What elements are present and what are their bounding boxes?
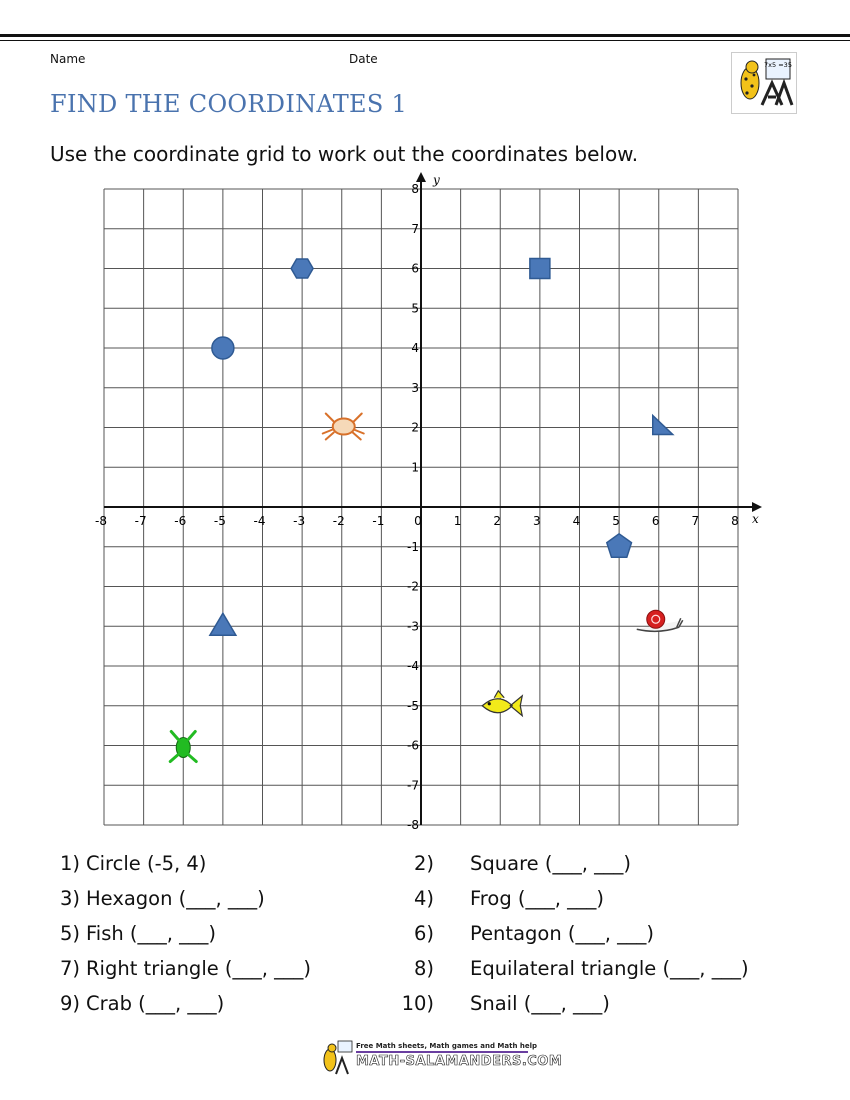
x-tick-label: -6 — [174, 514, 187, 528]
question-number: 4) — [413, 887, 434, 910]
y-tick-label: -5 — [407, 698, 419, 713]
x-tick-label: 3 — [533, 514, 541, 528]
fish-eye — [488, 702, 491, 705]
circle-marker — [212, 337, 234, 359]
question-text: Snail (___, ___) — [470, 992, 610, 1015]
hexagon-marker — [291, 259, 313, 278]
footer-tagline: Free Math sheets, Math games and Math help — [356, 1042, 538, 1050]
plotted-items — [170, 259, 683, 762]
y-tick-label: -2 — [407, 579, 419, 594]
x-axis-label: x — [752, 512, 759, 526]
y-tick-label: 6 — [411, 261, 419, 276]
question-text: Crab (___, ___) — [86, 992, 225, 1015]
y-tick-label: 2 — [411, 420, 419, 435]
x-tick-label: -8 — [95, 514, 107, 528]
question-text: Frog (___, ___) — [470, 887, 605, 910]
right-triangle-marker — [653, 416, 673, 435]
x-tick-label: 8 — [731, 514, 739, 528]
question-text: Fish (___, ___) — [86, 922, 217, 945]
footer-salamander-icon — [320, 1038, 356, 1076]
y-tick-label: -7 — [407, 778, 419, 793]
y-axis-arrow — [416, 172, 426, 182]
y-tick-label: 8 — [411, 182, 419, 196]
x-tick-label: -2 — [332, 514, 345, 528]
x-tick-label: 4 — [572, 514, 581, 528]
question-text: Pentagon (___, ___) — [470, 922, 654, 945]
x-tick-label: -3 — [293, 514, 306, 528]
question-text: Square (___, ___) — [470, 852, 631, 875]
questions-list — [0, 852, 850, 1022]
y-tick-label: 7 — [411, 221, 419, 236]
pentagon-marker — [607, 534, 632, 558]
square-marker — [530, 259, 550, 279]
question-number: 9) — [59, 992, 80, 1015]
logo-board-text: 7x5 =35 — [764, 61, 792, 69]
x-tick-label: -7 — [134, 514, 147, 528]
instructions-text: Use the coordinate grid to work out the coordinates below. — [50, 142, 639, 166]
x-tick-label: -4 — [253, 514, 266, 528]
y-tick-label: 5 — [411, 301, 419, 316]
footer-divider — [356, 1051, 528, 1053]
date-label: Date — [349, 52, 378, 66]
x-tick-label: 7 — [691, 514, 700, 528]
crab-marker — [333, 419, 355, 435]
question-text: Equilateral triangle (___, ___) — [470, 957, 749, 980]
question-number: 3) — [59, 887, 80, 910]
question-number: 10) — [401, 992, 434, 1015]
y-tick-label: 3 — [411, 380, 419, 395]
x-tick-label: 6 — [651, 514, 660, 528]
y-tick-label: -6 — [407, 738, 419, 753]
name-label: Name — [50, 52, 86, 66]
y-tick-label: -4 — [407, 659, 419, 673]
x-tick-labels — [95, 514, 739, 528]
y-tick-label: -1 — [407, 539, 419, 554]
question-number: 6) — [413, 922, 434, 945]
snail-marker — [647, 610, 665, 628]
x-tick-label: -1 — [372, 514, 385, 528]
y-tick-label: -3 — [407, 619, 419, 634]
question-number: 7) — [59, 957, 80, 980]
question-text: Hexagon (___, ___) — [86, 887, 265, 910]
worksheet-title: FIND THE COORDINATES 1 — [50, 90, 408, 118]
y-tick-label: 1 — [411, 460, 419, 475]
footer-brand — [320, 1038, 563, 1078]
y-tick-label: 4 — [411, 341, 419, 355]
question-text: Circle (-5, 4) — [86, 852, 207, 875]
question-number: 1) — [59, 852, 80, 875]
question-text: Right triangle (___, ___) — [86, 957, 312, 980]
question-number: 2) — [413, 852, 434, 875]
footer-site-name: MATH-SALAMANDERS.COM — [356, 1054, 563, 1069]
question-number: 5) — [59, 922, 80, 945]
x-tick-label: 0 — [414, 514, 422, 528]
x-tick-label: 5 — [612, 514, 620, 528]
question-number: 8) — [413, 957, 434, 980]
x-axis-arrow — [752, 502, 762, 512]
y-axis-label: y — [433, 173, 440, 187]
y-tick-label: -8 — [407, 818, 419, 832]
x-tick-label: 2 — [493, 514, 502, 528]
x-tick-label: 1 — [453, 514, 462, 528]
axes — [104, 172, 762, 825]
equilateral-triangle-marker — [210, 613, 236, 635]
x-tick-label: -5 — [213, 514, 226, 528]
